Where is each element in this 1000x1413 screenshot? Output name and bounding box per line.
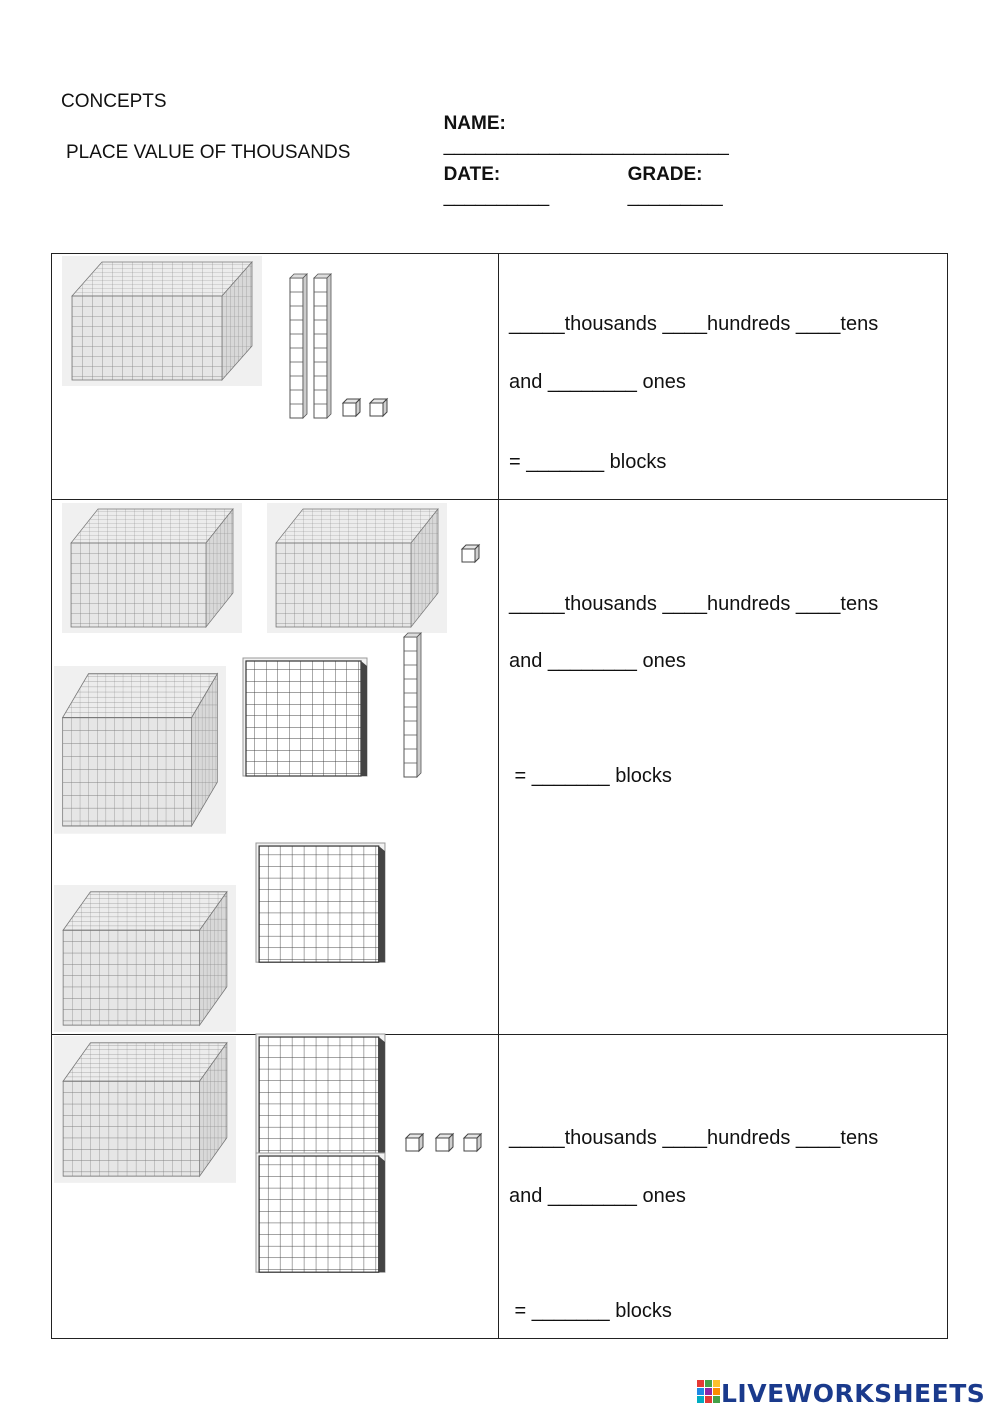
grade-label: GRADE: [627,164,703,185]
one-cube [343,399,361,417]
grade-field[interactable] [617,142,723,208]
one-cube [436,1134,454,1152]
place-value-line[interactable]: _____thousands ____hundreds ____tens [509,313,879,335]
grade-blank[interactable]: _________ [627,186,723,207]
blocks-total-line[interactable]: = _______ blocks [509,765,672,787]
date-label: DATE: [443,164,501,185]
subject-label: CONCEPTS [61,91,167,112]
one-cube [406,1134,424,1152]
ones-line[interactable]: and ________ ones [509,650,686,672]
row-divider [51,1034,948,1035]
blocks-total-line[interactable]: = _______ blocks [509,451,667,473]
ten-rod [290,278,308,418]
date-blank[interactable]: __________ [443,186,550,207]
thousand-cube [62,256,262,388]
ones-line[interactable]: and ________ ones [509,1185,686,1207]
name-label: NAME: [443,113,506,134]
thousand-cube [54,885,236,1033]
ten-rod [404,637,422,777]
ones-line[interactable]: and ________ ones [509,371,686,393]
blocks-total-line[interactable]: = _______ blocks [509,1300,672,1322]
thousand-cube [62,503,242,635]
hundred-flat [256,843,386,963]
one-cube [462,545,480,563]
thousand-cube [54,666,226,834]
column-divider [498,253,499,1339]
name-blank[interactable]: ___________________________ [443,135,729,156]
worksheet-title: PLACE VALUE OF THOUSANDS [66,142,351,163]
one-cube [370,399,388,417]
watermark-text: LIVEWORKSHEETS [721,1378,986,1408]
hundred-flat [243,658,369,778]
place-value-line[interactable]: _____thousands ____hundreds ____tens [509,593,879,615]
thousand-cube [54,1036,236,1184]
hundred-flat [256,1034,386,1154]
one-cube [464,1134,482,1152]
date-field[interactable] [433,142,549,208]
hundred-flat [256,1153,386,1273]
row-divider [51,499,948,500]
watermark[interactable] [697,1378,985,1408]
ten-rod [314,278,332,418]
thousand-cube [267,503,447,635]
place-value-line[interactable]: _____thousands ____hundreds ____tens [509,1127,879,1149]
liveworksheets-logo-icon [697,1380,721,1406]
